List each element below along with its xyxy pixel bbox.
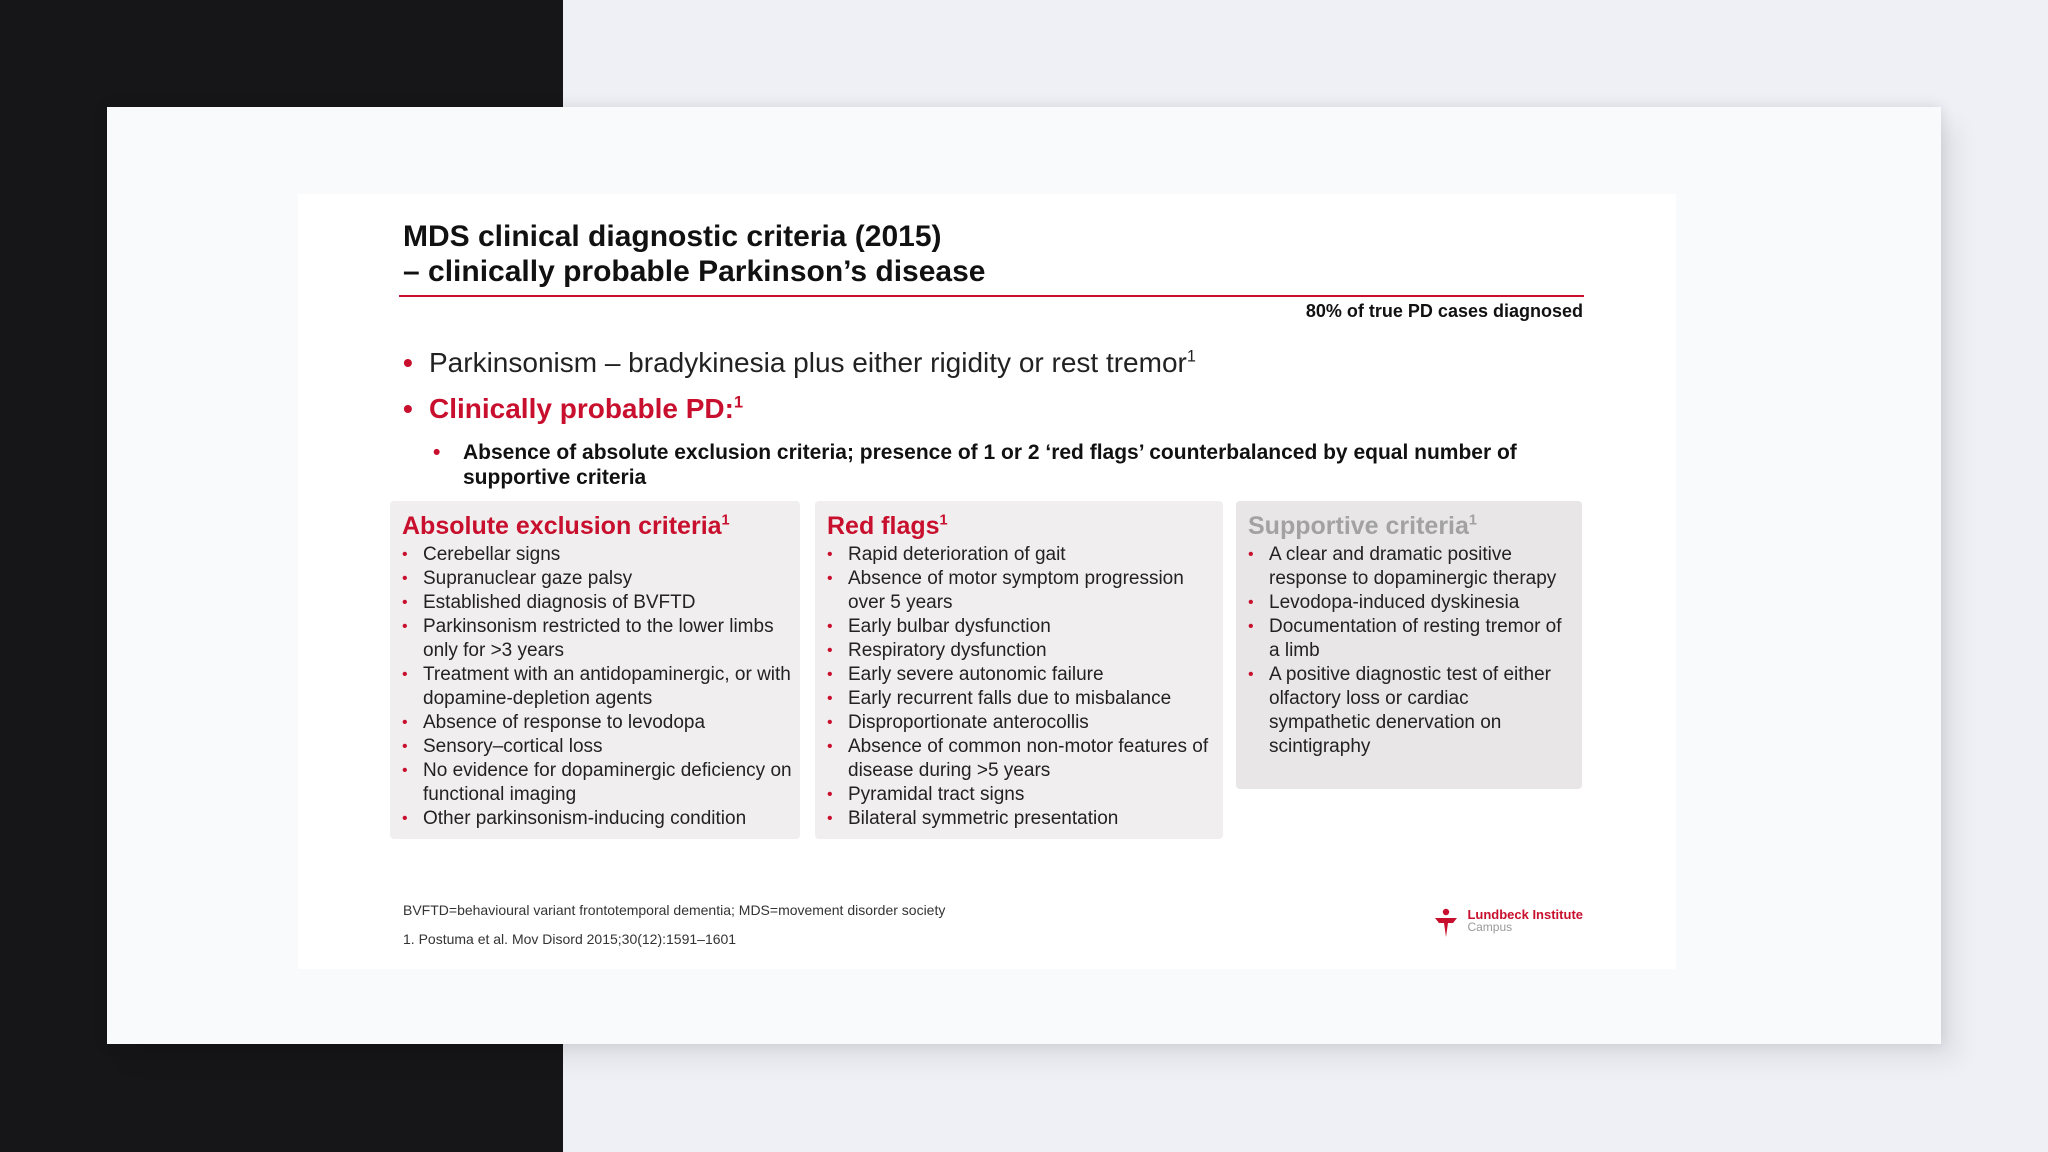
exclusion-criteria-list (390, 543, 800, 831)
criteria-subbullet (433, 440, 1573, 490)
bullet-dot-icon: • (433, 441, 441, 464)
list-item: • Treatment with an antidopaminergic, or with dopamine-depletion agents (402, 663, 792, 711)
list-item: • Disproportionate anterocollis (827, 711, 1215, 735)
reference-footnote: 1. Postuma et al. Mov Disord 2015;30(12):1591–1601 (403, 931, 737, 947)
bullet-dot-icon: • (403, 347, 413, 378)
lundbeck-logo (1433, 908, 1583, 938)
supportive-criteria-list (1236, 543, 1582, 759)
list-item: • Absence of motor symptom progression over 5 years (827, 567, 1215, 615)
list-item: • Early severe autonomic failure (827, 663, 1215, 687)
list-item: • Early recurrent falls due to misbalance (827, 687, 1215, 711)
list-item: • No evidence for dopaminergic deficiency on functional imaging (402, 759, 792, 807)
heading-text: Absolute exclusion criteria (402, 512, 722, 540)
exclusion-criteria-heading (402, 511, 800, 541)
list-item: • Established diagnosis of BVFTD (402, 591, 792, 615)
title-line-2: – clinically probable Parkinson’s disease (403, 255, 986, 288)
list-item: • Respiratory dysfunction (827, 639, 1215, 663)
list-item: • Documentation of resting tremor of a limb (1248, 615, 1574, 663)
parkinsonism-text: Parkinsonism – bradykinesia plus either rigidity or rest tremor (429, 347, 1187, 378)
list-item: • Other parkinsonism-inducing condition (402, 807, 792, 831)
list-item: • Supranuclear gaze palsy (402, 567, 792, 591)
bullet-dot-icon: • (403, 393, 413, 424)
heading-text: Red flags (827, 512, 940, 540)
logo-subtitle: Campus (1467, 920, 1513, 934)
supportive-criteria-box (1236, 501, 1582, 789)
slide-title (403, 219, 985, 289)
title-divider (399, 295, 1584, 297)
ref-sup: 1 (733, 393, 743, 412)
list-item: • Levodopa-induced dyskinesia (1248, 591, 1574, 615)
list-item: • A clear and dramatic positive response to dopaminergic therapy (1248, 543, 1574, 591)
probable-pd-bullet (403, 393, 743, 425)
list-item: • Absence of response to levodopa (402, 711, 792, 735)
list-item: • A positive diagnostic test of either olfactory loss or cardiac sympathetic denervation on scintigraphy (1248, 663, 1574, 759)
ref-sup: 1 (939, 512, 948, 529)
ref-sup: 1 (721, 512, 730, 529)
ref-sup: 1 (1468, 512, 1477, 529)
heading-text: Supportive criteria (1248, 512, 1469, 540)
abbreviations-footnote: BVFTD=behavioural variant frontotemporal dementia; MDS=movement disorder society (403, 902, 946, 918)
list-item: • Early bulbar dysfunction (827, 615, 1215, 639)
slide-viewer (107, 107, 1941, 1044)
slide (298, 194, 1676, 969)
list-item: • Absence of common non-motor features of disease during >5 years (827, 735, 1215, 783)
exclusion-criteria-box (390, 501, 800, 839)
list-item: • Pyramidal tract signs (827, 783, 1215, 807)
ref-sup: 1 (1186, 347, 1196, 366)
supportive-criteria-heading (1248, 511, 1582, 541)
logo-name: Lundbeck Institute (1467, 907, 1583, 922)
red-flags-box (815, 501, 1223, 839)
probable-pd-text: Clinically probable PD: (429, 393, 734, 424)
diagnosis-rate-note: 80% of true PD cases diagnosed (1305, 301, 1583, 321)
red-flags-list (815, 543, 1223, 831)
title-line-1: MDS clinical diagnostic criteria (2015) (403, 220, 942, 253)
list-item: • Rapid deterioration of gait (827, 543, 1215, 567)
list-item: • Parkinsonism restricted to the lower limbs only for >3 years (402, 615, 792, 663)
criteria-subbullet-text: Absence of absolute exclusion criteria; presence of 1 or 2 ‘red flags’ counterbalanced by equal number of supportive criteria (463, 441, 1517, 489)
list-item: • Cerebellar signs (402, 543, 792, 567)
list-item: • Bilateral symmetric presentation (827, 807, 1215, 831)
list-item: • Sensory–cortical loss (402, 735, 792, 759)
lundbeck-logo-icon (1433, 908, 1459, 938)
red-flags-heading (827, 511, 1223, 541)
parkinsonism-bullet (403, 347, 1196, 379)
